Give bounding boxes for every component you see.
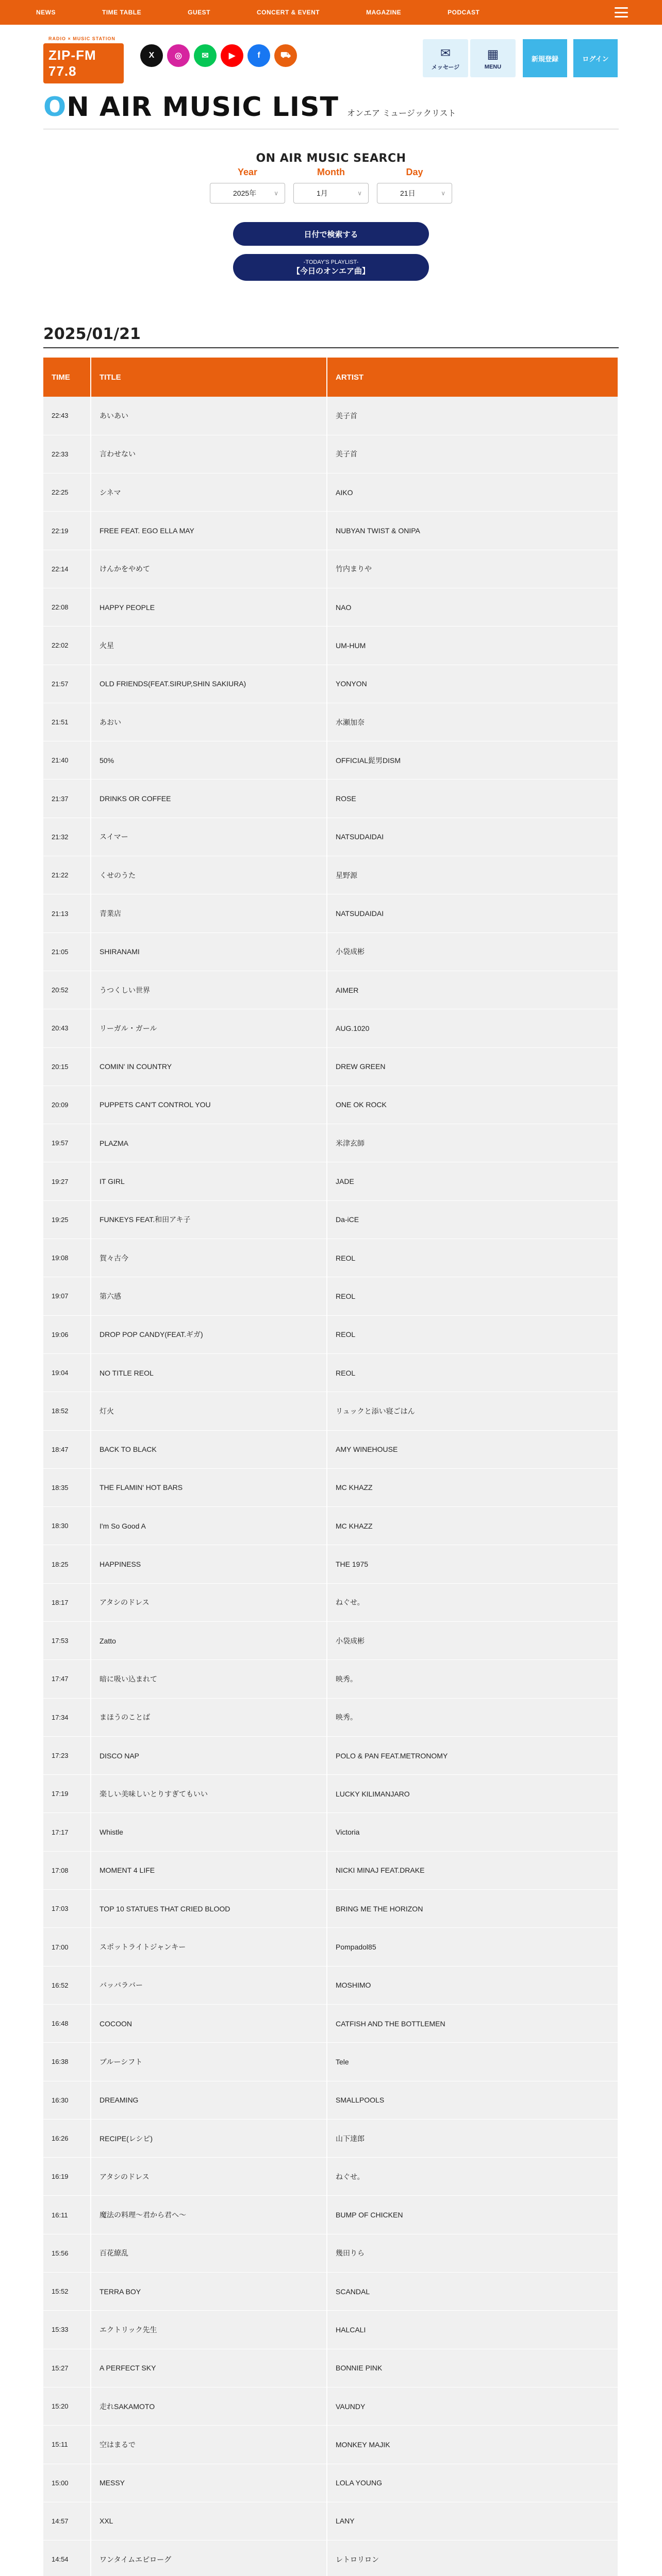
row-title: COMIN' IN COUNTRY: [91, 1047, 327, 1086]
row-artist: AIKO: [327, 473, 618, 512]
month-value: 1月: [317, 189, 328, 197]
page-subtitle: オンエア ミュージックリスト: [347, 109, 456, 118]
row-time: 18:47: [43, 1430, 91, 1468]
site-logo[interactable]: [43, 36, 124, 79]
table-row: [43, 818, 618, 856]
row-title: TOP 10 STATUES THAT CRIED BLOOD: [91, 1890, 327, 1928]
row-time: 17:53: [43, 1622, 91, 1660]
row-title: 灯火: [91, 1392, 327, 1430]
nav-news[interactable]: NEWS: [36, 9, 56, 16]
row-artist: OFFICIAL髭男DISM: [327, 741, 618, 779]
row-artist: LOLA YOUNG: [327, 2464, 618, 2502]
row-title: リーガル・ガール: [91, 1009, 327, 1047]
date-selectors: [0, 167, 662, 204]
year-column: [210, 167, 285, 204]
table-row: [43, 1086, 618, 1124]
row-time: 21:22: [43, 856, 91, 894]
row-time: 18:17: [43, 1583, 91, 1621]
table-row: [43, 2540, 618, 2576]
row-title: THE FLAMIN' HOT BARS: [91, 1468, 327, 1506]
table-row: [43, 1660, 618, 1698]
table-row: [43, 1124, 618, 1162]
table-row: [43, 1775, 618, 1813]
row-title: PLAZMA: [91, 1124, 327, 1162]
table-row: [43, 1239, 618, 1277]
message-label: メッセージ: [431, 64, 460, 71]
row-time: 22:08: [43, 588, 91, 626]
table-row: [43, 665, 618, 703]
menu-box-label: MENU: [484, 63, 502, 70]
top-nav: [0, 0, 662, 25]
todays-playlist-big: 【今日のオンエア曲】: [292, 266, 370, 276]
row-title: Whistle: [91, 1813, 327, 1851]
shop-cart-icon[interactable]: ⛟: [274, 44, 297, 67]
row-time: 14:54: [43, 2540, 91, 2576]
row-time: 14:57: [43, 2502, 91, 2540]
row-title: Zatto: [91, 1622, 327, 1660]
row-artist: NUBYAN TWIST & ONIPA: [327, 512, 618, 550]
row-time: 16:48: [43, 2004, 91, 2042]
nav-concert-event[interactable]: CONCERT & EVENT: [256, 9, 320, 16]
row-artist: DREW GREEN: [327, 1047, 618, 1086]
row-artist: SMALLPOOLS: [327, 2081, 618, 2119]
table-row: [43, 512, 618, 550]
grid-icon: ▦: [487, 47, 499, 61]
row-time: 22:19: [43, 512, 91, 550]
row-artist: MC KHAZZ: [327, 1507, 618, 1545]
row-time: 22:25: [43, 473, 91, 512]
table-row: [43, 1162, 618, 1200]
row-time: 15:00: [43, 2464, 91, 2502]
table-row: [43, 1851, 618, 1889]
row-artist: NAO: [327, 588, 618, 626]
chevron-down-icon: ∨: [441, 190, 445, 197]
row-time: 21:32: [43, 818, 91, 856]
row-time: 20:43: [43, 1009, 91, 1047]
row-time: 17:03: [43, 1890, 91, 1928]
row-artist: JADE: [327, 1162, 618, 1200]
table-row: [43, 1507, 618, 1545]
table-row: [43, 588, 618, 626]
row-title: 火星: [91, 626, 327, 665]
music-search: [0, 152, 662, 281]
header-artist: ARTIST: [327, 358, 618, 397]
day-select[interactable]: [377, 183, 452, 204]
nav-guest[interactable]: GUEST: [188, 9, 210, 16]
row-artist: LANY: [327, 2502, 618, 2540]
row-title: 走れSAKAMOTO: [91, 2387, 327, 2425]
playlist-table: [43, 358, 619, 2576]
row-title: DREAMING: [91, 2081, 327, 2119]
envelope-icon: ✉: [440, 46, 451, 60]
year-select[interactable]: [210, 183, 285, 204]
row-artist: YONYON: [327, 665, 618, 703]
row-time: 16:30: [43, 2081, 91, 2119]
row-artist: 映秀。: [327, 1660, 618, 1698]
row-title: MOMENT 4 LIFE: [91, 1851, 327, 1889]
table-row: [43, 2081, 618, 2119]
row-artist: REOL: [327, 1353, 618, 1392]
row-artist: 小袋成彬: [327, 933, 618, 971]
row-time: 19:06: [43, 1315, 91, 1353]
table-row: [43, 1622, 618, 1660]
row-artist: Da-iCE: [327, 1200, 618, 1239]
table-row: [43, 2349, 618, 2387]
row-title: BACK TO BLACK: [91, 1430, 327, 1468]
nav-magazine[interactable]: MAGAZINE: [366, 9, 402, 16]
row-title: XXL: [91, 2502, 327, 2540]
table-row: [43, 550, 618, 588]
table-row: [43, 1392, 618, 1430]
row-artist: ROSE: [327, 779, 618, 818]
row-time: 19:04: [43, 1353, 91, 1392]
row-time: 20:15: [43, 1047, 91, 1086]
row-artist: SCANDAL: [327, 2273, 618, 2311]
table-row: [43, 2426, 618, 2464]
facebook-icon[interactable]: f: [247, 44, 270, 67]
row-title: アタシのドレス: [91, 2158, 327, 2196]
row-time: 21:13: [43, 894, 91, 933]
row-artist: BUMP OF CHICKEN: [327, 2196, 618, 2234]
table-row: [43, 779, 618, 818]
row-artist: NATSUDAIDAI: [327, 818, 618, 856]
todays-playlist-button[interactable]: [233, 254, 429, 281]
row-time: 19:25: [43, 1200, 91, 1239]
row-title: スポットライトジャンキー: [91, 1928, 327, 1966]
row-artist: BONNIE PINK: [327, 2349, 618, 2387]
table-row: [43, 1047, 618, 1086]
title-accent-letter: O: [43, 92, 67, 123]
row-time: 17:23: [43, 1736, 91, 1774]
row-artist: MOSHIMO: [327, 1966, 618, 2004]
table-row: [43, 703, 618, 741]
row-time: 15:20: [43, 2387, 91, 2425]
row-title: SHIRANAMI: [91, 933, 327, 971]
playlist-date: 2025/01/21: [43, 325, 619, 348]
row-time: 22:43: [43, 397, 91, 435]
row-title: NO TITLE REOL: [91, 1353, 327, 1392]
row-artist: 竹内まりや: [327, 550, 618, 588]
row-artist: 小袋成彬: [327, 1622, 618, 1660]
table-row: [43, 626, 618, 665]
row-artist: 山下達郎: [327, 2119, 618, 2157]
table-row: [43, 2464, 618, 2502]
row-title: FREE FEAT. EGO ELLA MAY: [91, 512, 327, 550]
row-time: 17:17: [43, 1813, 91, 1851]
row-time: 17:00: [43, 1928, 91, 1966]
row-time: 21:51: [43, 703, 91, 741]
row-title: FUNKEYS FEAT.和田アキ子: [91, 1200, 327, 1239]
row-artist: LUCKY KILIMANJARO: [327, 1775, 618, 1813]
row-time: 17:34: [43, 1698, 91, 1736]
line-icon[interactable]: ✉: [194, 44, 217, 67]
table-row: [43, 1353, 618, 1392]
row-title: DRINKS OR COFFEE: [91, 779, 327, 818]
day-column: [377, 167, 452, 204]
row-title: 空はまるで: [91, 2426, 327, 2464]
row-time: 21:57: [43, 665, 91, 703]
row-time: 18:30: [43, 1507, 91, 1545]
row-title: エクトリック先生: [91, 2311, 327, 2349]
title-rest: N AIR MUSIC LIST: [67, 92, 339, 123]
row-artist: HALCALI: [327, 2311, 618, 2349]
row-title: A PERFECT SKY: [91, 2349, 327, 2387]
row-time: 16:26: [43, 2119, 91, 2157]
row-time: 16:52: [43, 1966, 91, 2004]
header-title: TITLE: [91, 358, 327, 397]
row-artist: MC KHAZZ: [327, 1468, 618, 1506]
row-artist: Tele: [327, 2043, 618, 2081]
row-artist: POLO & PAN FEAT.METRONOMY: [327, 1736, 618, 1774]
row-title: 言わせない: [91, 435, 327, 473]
row-time: 18:35: [43, 1468, 91, 1506]
chevron-down-icon: ∨: [274, 190, 278, 197]
row-time: 20:09: [43, 1086, 91, 1124]
row-title: ブルーシフト: [91, 2043, 327, 2081]
menu-box-button[interactable]: [470, 39, 516, 77]
table-row: [43, 2043, 618, 2081]
row-time: 15:11: [43, 2426, 91, 2464]
search-heading: ON AIR MUSIC SEARCH: [256, 152, 406, 165]
row-artist: UM-HUM: [327, 626, 618, 665]
search-by-date-button[interactable]: 日付で検索する: [233, 222, 429, 246]
row-artist: レトロリロン: [327, 2540, 618, 2576]
row-time: 15:33: [43, 2311, 91, 2349]
table-row: [43, 971, 618, 1009]
social-links: [140, 44, 301, 67]
month-column: [293, 167, 369, 204]
row-title: PUPPETS CAN'T CONTROL YOU: [91, 1086, 327, 1124]
row-time: 21:37: [43, 779, 91, 818]
row-title: COCOON: [91, 2004, 327, 2042]
table-row: [43, 1430, 618, 1468]
row-title: 50%: [91, 741, 327, 779]
table-row: [43, 856, 618, 894]
row-artist: ONE OK ROCK: [327, 1086, 618, 1124]
register-button[interactable]: 新規登録: [523, 39, 567, 77]
year-label: Year: [237, 167, 258, 177]
row-title: 第六感: [91, 1277, 327, 1315]
table-row: [43, 933, 618, 971]
row-artist: 星野源: [327, 856, 618, 894]
table-row: [43, 1583, 618, 1621]
row-title: まほうのことば: [91, 1698, 327, 1736]
row-time: 17:47: [43, 1660, 91, 1698]
row-time: 18:25: [43, 1545, 91, 1583]
chevron-down-icon: ∨: [357, 190, 362, 197]
row-time: 17:19: [43, 1775, 91, 1813]
row-time: 15:56: [43, 2234, 91, 2272]
row-artist: NICKI MINAJ FEAT.DRAKE: [327, 1851, 618, 1889]
row-artist: 美子首: [327, 435, 618, 473]
row-title: HAPPINESS: [91, 1545, 327, 1583]
row-artist: 水瀬加奈: [327, 703, 618, 741]
row-title: シネマ: [91, 473, 327, 512]
row-artist: REOL: [327, 1277, 618, 1315]
nav-podcast[interactable]: PODCAST: [448, 9, 480, 16]
table-row: [43, 1468, 618, 1506]
row-artist: ねぐせ。: [327, 1583, 618, 1621]
row-time: 22:33: [43, 435, 91, 473]
day-value: 21日: [400, 189, 416, 197]
row-title: OLD FRIENDS(FEAT.SIRUP,SHIN SAKIURA): [91, 665, 327, 703]
table-row: [43, 1315, 618, 1353]
row-title: アタシのドレス: [91, 1583, 327, 1621]
row-time: 19:27: [43, 1162, 91, 1200]
table-row: [43, 2387, 618, 2425]
row-artist: NATSUDAIDAI: [327, 894, 618, 933]
table-row: [43, 2502, 618, 2540]
row-time: 16:38: [43, 2043, 91, 2081]
row-artist: MONKEY MAJIK: [327, 2426, 618, 2464]
row-title: スイマー: [91, 818, 327, 856]
row-title: DISCO NAP: [91, 1736, 327, 1774]
row-artist: ねぐせ。: [327, 2158, 618, 2196]
todays-playlist-small: -TODAY'S PLAYLIST-: [303, 259, 359, 265]
table-row: [43, 2158, 618, 2196]
row-title: 青業店: [91, 894, 327, 933]
row-time: 16:19: [43, 2158, 91, 2196]
row-time: 19:07: [43, 1277, 91, 1315]
table-row: [43, 2311, 618, 2349]
table-row: [43, 2234, 618, 2272]
row-artist: 美子首: [327, 397, 618, 435]
logo-tagline: RADIO × MUSIC STATION: [48, 36, 115, 41]
row-title: あおい: [91, 703, 327, 741]
row-title: くせのうた: [91, 856, 327, 894]
row-artist: BRING ME THE HORIZON: [327, 1890, 618, 1928]
row-artist: AUG.1020: [327, 1009, 618, 1047]
row-time: 22:14: [43, 550, 91, 588]
table-header-row: [43, 358, 618, 397]
table-row: [43, 1928, 618, 1966]
row-title: うつくしい世界: [91, 971, 327, 1009]
nav-time-table[interactable]: TIME TABLE: [102, 9, 142, 16]
row-time: 15:27: [43, 2349, 91, 2387]
row-time: 17:08: [43, 1851, 91, 1889]
row-title: DROP POP CANDY(FEAT.ギガ): [91, 1315, 327, 1353]
site-header: [0, 25, 662, 81]
row-time: 19:08: [43, 1239, 91, 1277]
header-time: TIME: [43, 358, 91, 397]
table-row: [43, 1200, 618, 1239]
row-title: 楽しい美味しいとりすぎてもいい: [91, 1775, 327, 1813]
x-icon[interactable]: X: [140, 44, 163, 67]
row-artist: Victoria: [327, 1813, 618, 1851]
hamburger-menu-icon[interactable]: [615, 7, 628, 18]
row-artist: AIMER: [327, 971, 618, 1009]
row-title: 百花繚乱: [91, 2234, 327, 2272]
instagram-icon[interactable]: ◎: [167, 44, 190, 67]
table-row: [43, 2119, 618, 2157]
row-title: ワンタイムエピローグ: [91, 2540, 327, 2576]
row-time: 21:05: [43, 933, 91, 971]
row-title: TERRA BOY: [91, 2273, 327, 2311]
row-artist: VAUNDY: [327, 2387, 618, 2425]
row-title: 賀々古今: [91, 1239, 327, 1277]
row-title: 暗に吸い込まれて: [91, 1660, 327, 1698]
row-artist: 米津玄師: [327, 1124, 618, 1162]
year-value: 2025年: [233, 189, 257, 197]
row-title: MESSY: [91, 2464, 327, 2502]
row-artist: THE 1975: [327, 1545, 618, 1583]
table-row: [43, 1698, 618, 1736]
row-artist: REOL: [327, 1315, 618, 1353]
row-title: あいあい: [91, 397, 327, 435]
row-artist: 映秀。: [327, 1698, 618, 1736]
row-time: 22:02: [43, 626, 91, 665]
table-row: [43, 397, 618, 435]
row-time: 16:11: [43, 2196, 91, 2234]
table-row: [43, 2004, 618, 2042]
table-row: [43, 1736, 618, 1774]
row-title: けんかをやめて: [91, 550, 327, 588]
youtube-icon[interactable]: ▶: [221, 44, 243, 67]
table-row: [43, 2196, 618, 2234]
row-artist: Pompadol85: [327, 1928, 618, 1966]
message-button[interactable]: [423, 39, 468, 77]
row-title: HAPPY PEOPLE: [91, 588, 327, 626]
row-artist: CATFISH AND THE BOTTLEMEN: [327, 2004, 618, 2042]
row-time: 15:52: [43, 2273, 91, 2311]
day-label: Day: [406, 167, 423, 177]
row-time: 21:40: [43, 741, 91, 779]
table-row: [43, 473, 618, 512]
row-title: RECIPE(レシピ): [91, 2119, 327, 2157]
logo-text: ZIP-FM 77.8: [43, 43, 124, 83]
row-time: 19:57: [43, 1124, 91, 1162]
table-row: [43, 1009, 618, 1047]
row-title: バッバラバー: [91, 1966, 327, 2004]
row-artist: REOL: [327, 1239, 618, 1277]
row-title: IT GIRL: [91, 1162, 327, 1200]
month-label: Month: [317, 167, 345, 177]
table-row: [43, 1277, 618, 1315]
page-title-block: [0, 81, 662, 123]
table-row: [43, 1813, 618, 1851]
row-artist: 幾田りら: [327, 2234, 618, 2272]
table-row: [43, 1545, 618, 1583]
row-time: 18:52: [43, 1392, 91, 1430]
table-row: [43, 435, 618, 473]
table-row: [43, 741, 618, 779]
login-button[interactable]: ログイン: [573, 39, 618, 77]
month-select[interactable]: [293, 183, 369, 204]
table-row: [43, 1890, 618, 1928]
row-time: 20:52: [43, 971, 91, 1009]
page-title: [43, 92, 339, 123]
row-artist: リュックと添い寝ごはん: [327, 1392, 618, 1430]
table-row: [43, 1966, 618, 2004]
row-title: I'm So Good A: [91, 1507, 327, 1545]
table-row: [43, 894, 618, 933]
table-row: [43, 2273, 618, 2311]
row-artist: AMY WINEHOUSE: [327, 1430, 618, 1468]
row-title: 魔法の料理〜君から君へ〜: [91, 2196, 327, 2234]
